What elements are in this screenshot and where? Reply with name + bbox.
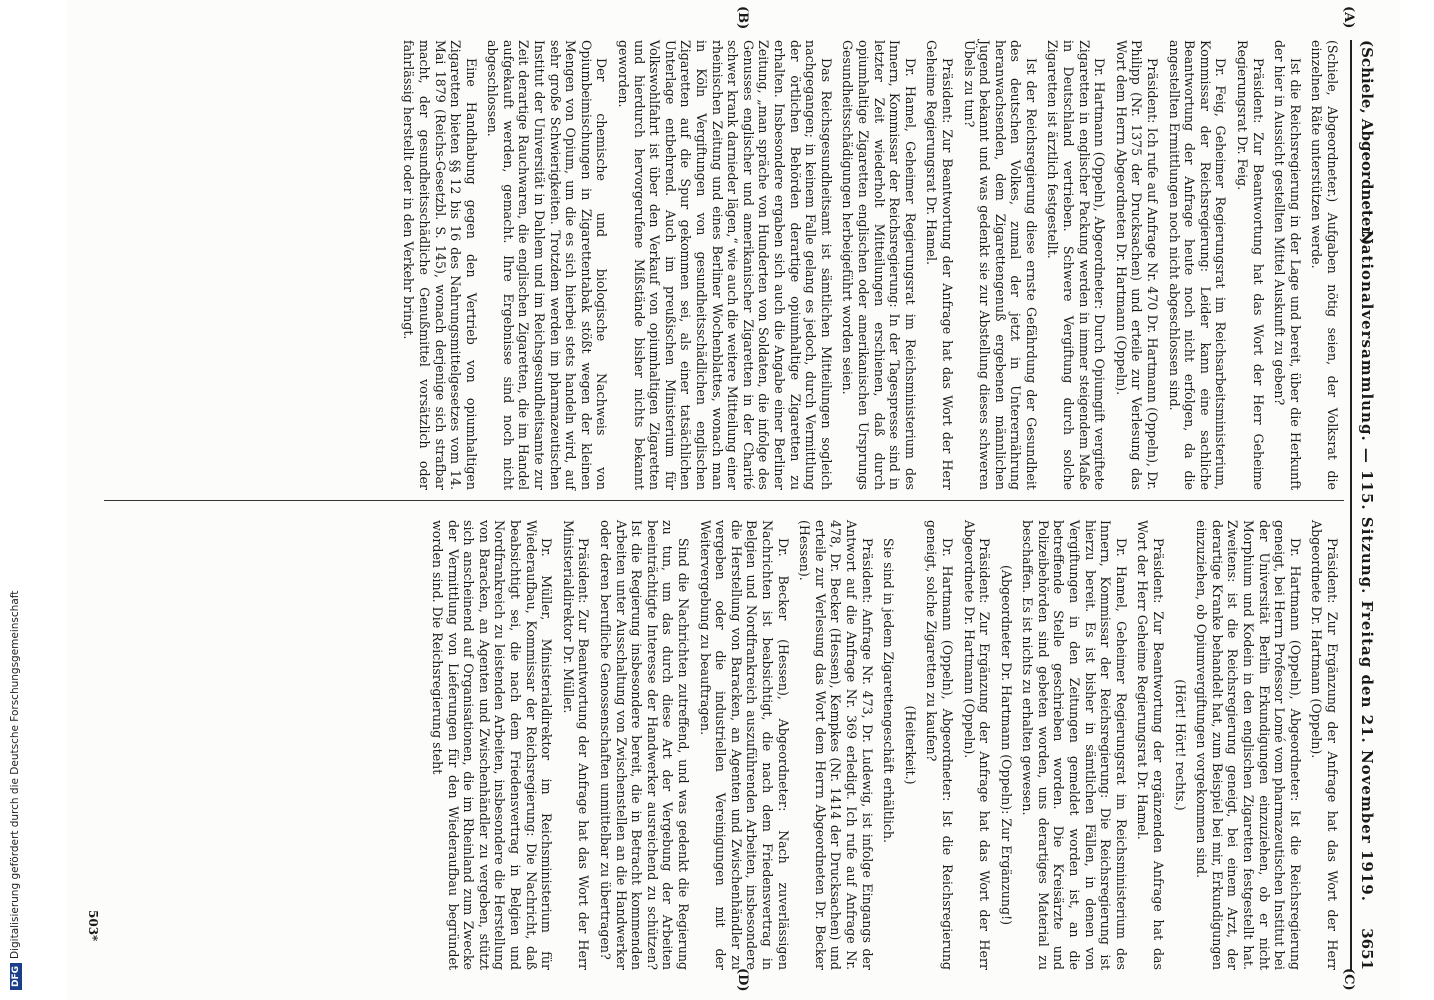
dfg-logo: DFG [10,963,22,990]
paragraph: Der chemische und biologische Nachweis von Opiumbeimischungen in Zigarettentabak stößt wegen der kleinen Mengen von Opium, um die es sich hierbei stets handeln wird, auf sehr große Schwierigkeiten. Trotzdem werden im pharmazeutischen Institut der Universität in Dahlem und im Reichsgesundheitsamte zur Zeit derartige Rauchwaren, die englischen Zigaretten, die im Handel aufgekauft werden, gemacht. Ihre Ergebnisse sind noch nicht abgeschlossen. [485,40,610,490]
margin-marker-c: (C) [1341,968,1356,991]
digitization-credit-text: Digitalisierung gefördert durch die Deutsche Forschungsgemeinschaft [9,590,21,959]
interjection: (Abgeordneter Dr. Hartmann (Oppeln): Zur Ergänzung!) [998,564,1014,926]
header-title: Nationalversammlung. — 115. Sitzung. Freitag den 21. November 1919. [1358,230,1376,902]
interjection: (Heiterkeit.) [902,705,918,785]
paragraph: Das Reichsgesundheitsamt ist sämtlichen Mitteilungen sogleich nachgegangen; in keinem Falle gelang es jedoch, durch Vermittlung der örtlichen Behörden derartige opiumhaltige Zigaretten zu erhalten. Insbesondere ergaben sich auch die Angabe einer Berliner Zeitung, „man spräche von Hunderten von Soldaten, die infolge des Genusses englischer und amerikanischer Zigaretten in der Charité schwer krank darnieder lägen,“ wie auch die weitere Mitteilung einer rheinischen Zeitung und eines Berliner Wochenblattes, wonach man in Köln Vergiftungen von gesundheitsschädlichen englischen Zigaretten auf die Spur gekommen sei, als einer tatsächlichen Unterlage entbehrend. Auch im preußischen Ministerium für Volkswohlfahrt ist über den Verkauf von opiumhaltigen Zigaretten und hierdurch hervorgerufene Mißstände bisher nichts bekannt geworden. [616,40,834,490]
header-page-number: 3651 [1358,928,1376,970]
margin-marker-a: (A) [1341,6,1356,29]
paragraph: Dr. Hamel, Geheimer Regierungsrat im Reichsministerium des Innern, Kommissar der Reichsregierung: In der Tagespresse sind in letzter Zeit wiederholt Mitteilungen erschienen, daß durch opiumhaltige Zigaretten englischen oder amerikanischen Ursprungs Gesundheitsschädigungen herbeigeführt worden seien. [840,40,918,490]
right-column [424,520,1340,970]
paragraph: Dr. Hamel, Geheimer Regierungsrat im Reichsministerium des Innern, Kommissar der Reichsregierung: Die Reichsregierung ist hierzu bereit. Es ist bisher in sämtlichen Fällen, in denen von Vergiftungen in den Zeitungen gemeldet worden ist, an die betreffende Stelle geschrieben worden. Die Kreisärzte und Polizeibehörden sind gebeten worden, uns derartiges Material zu beschaffen. Es ist nichts zu erhalten gewesen. [1020,520,1129,970]
scanned-page [66,0,1400,1000]
margin-marker-d: (D) [735,968,750,992]
paragraph: Dr. Hartmann (Oppeln), Abgeordneter: Durch Opiumgift vergiftete Zigaretten in englischer Packung werden in immer steigendem Maße in Deutschland vertrieben. Schwere Vergiftung durch solche Zigaretten ist ärztlich festgestellt. [1045,40,1108,490]
paragraph: Präsident: Zur Ergänzung der Anfrage hat das Wort der Herr Abgeordnete Dr. Hartmann (Oppeln). [1309,520,1340,970]
paragraph: Präsident: Zur Beantwortung der Anfrage hat das Wort der Herr Geheime Regierungsrat Dr. Hamel. [924,40,955,490]
paragraph: Präsident: Anfrage Nr. 473, Dr. Ludewig, ist infolge Eingangs der Antwort auf die Anfrage Nr. 369 erledigt. Ich rufe auf Anfrage Nr. 478, Dr. Becker (Hessen), Kempkes (Nr. 1414 der Drucksachen) und erteile zur Verlesung das Wort dem Herrn Abgeordneten Dr. Becker (Hessen). [797,520,875,970]
sheet-number: 503* [86,910,100,942]
paragraph: Dr. Becker (Hessen), Abgeordneter: Nach zuverlässigen Nachrichten ist beabsichtigt, die nach dem Friedensvertrag in Belgien und Nordfrankreich auszuführenden Arbeiten, insbesondere die Herstellung von Baracken, an Agenten und Zwischenhändler zu vergeben oder die industriellen Vereinigungen mit der Weitervergebung zu beauftragen. [697,520,791,970]
paragraph: Sind die Nachrichten zutreffend, und was gedenkt die Regierung zu tun, um das durch diese Art der Vergebung der Arbeiten beeinträchtigte Interesse der Handwerker ausreichend zu schützen? Ist die Regierung insbesondere bereit, die in Betracht kommenden Arbeiten unter Ausschaltung von Zwischenstellen an die Handwerker oder deren berufliche Genossenschaften unmittelbar zu übertragen? [598,520,692,970]
interjection: (Hört! Hört! rechts.) [1172,679,1188,811]
paragraph: (Schiele, Abgeordneter.) Aufgaben nötig seien, der Volksrat die einzelnen Räte unterstützen werde. [1309,40,1340,490]
column-divider [104,500,1344,501]
paragraph: Dr. Feig, Geheimer Regierungsrat im Reichsarbeitsministerium, Kommissar der Reichsregierung: Leider kann eine sachliche Beantwortung der Anfrage heute noch nicht erfolgen, da die angestellten Ermittlungen noch nicht abgeschlossen sind. [1166,40,1229,490]
paragraph: Präsident: Zur Beantwortung hat das Wort der Herr Geheime Regierungsrat Dr. Feig. [1235,40,1266,490]
digitization-sidebar [0,0,26,1000]
paragraph: Dr. Hartmann (Oppeln), Abgeordneter: Ist die Reichsregierung geneigt, solche Zigaretten zu kaufen? [924,520,955,970]
paragraph: Sie sind in jedem Zigarettengeschäft erhältlich. [881,538,897,844]
paragraph: Präsident: Zur Ergänzung der Anfrage hat das Wort der Herr Abgeordnete Dr. Hartmann (Oppeln). [961,520,993,970]
paragraph: Präsident: Zur Beantwortung der Anfrage hat das Wort der Herr Ministerialdirektor Dr. Müller. [560,520,592,970]
paragraph: Dr. Hartmann (Oppeln), Abgeordneter: Ist die Reichsregierung geneigt, bei Herrn Professor Lomé vom pharmazeutischen Institut bei der Universität Berlin Erkundigungen einzuziehen, ob er nicht Morphium und Kodein in den englischen Zigaretten festgestellt hat. Zweitens: ist die Reichsregierung geneigt, bei einem Arzt, der derartige Kranke behandelt hat, zum Beispiel bei mir, Erkundigungen einzuziehen, ob Opiumvergiftungen vorgekommen sind. [1194,520,1303,970]
left-column [395,40,1340,490]
paragraph: Präsident: Zur Beantwortung der ergänzenden Anfrage hat das Wort der Herr Geheime Regierungsrat Dr. Hamel. [1135,520,1167,970]
paragraph: Präsident: Ich rufe auf Anfrage Nr. 470 Dr. Hartmann (Oppeln), Dr. Philipp (Nr. 1375 der Drucksachen) und erteile zur Verlesung das Wort dem Herrn Abgeordneten Dr. Hartmann (Oppeln). [1113,40,1161,490]
paragraph: Eine Handhabung gegen den Vertrieb von opiumhaltigen Zigaretten bieten §§ 12 bis 16 des Nahrungsmittelgesetzes vom 14. Mai 1879 (Reichs-Gesetzbl. S. 145), wonach derjenige sich strafbar macht, der gesundheitsschädliche Genußmittel vorsätzlich oder fahrlässig herstellt oder in den Verkehr bringt. [401,40,479,490]
header-speaker: (Schiele, Abgeordneter.) [1358,40,1376,246]
paragraph: Dr. Müller, Ministerialdirektor im Reichsministerium für Wiederaufbau, Kommissar der Reichsregierung: Die Nachricht, daß beabsichtigt sei, die nach dem Friedensvertrag in Belgien und Nordfrankreich zu leistenden Arbeiten, insbesondere die Herstellung von Baracken, an Agenten und Zwischenhändler zu vergeben, stützt sich anscheinend auf Organisationen, die im Rheinland zum Zwecke der Vermittlung von Lieferungen für den Wiederaufbau begründet worden sind. Die Reichsregierung steht [430,520,555,970]
paragraph: Ist die Reichsregierung in der Lage und bereit, über die Herkunft der hier in Aussicht gestellten Mittel Auskunft zu geben? [1272,40,1303,490]
margin-marker-b: (B) [735,6,750,30]
paragraph: Ist der Reichsregierung diese ernste Gefährdung der Gesundheit des deutschen Volkes, zumal der jetzt in Unterernährung heranwachsenden, dem Zigarettengenuß ergebenen männlichen Jugend bekannt und was gedenkt sie zur Abstellung dieses schweren Übels zu tun? [961,40,1039,490]
page-header [1350,40,1380,970]
digitization-credit [9,10,22,990]
